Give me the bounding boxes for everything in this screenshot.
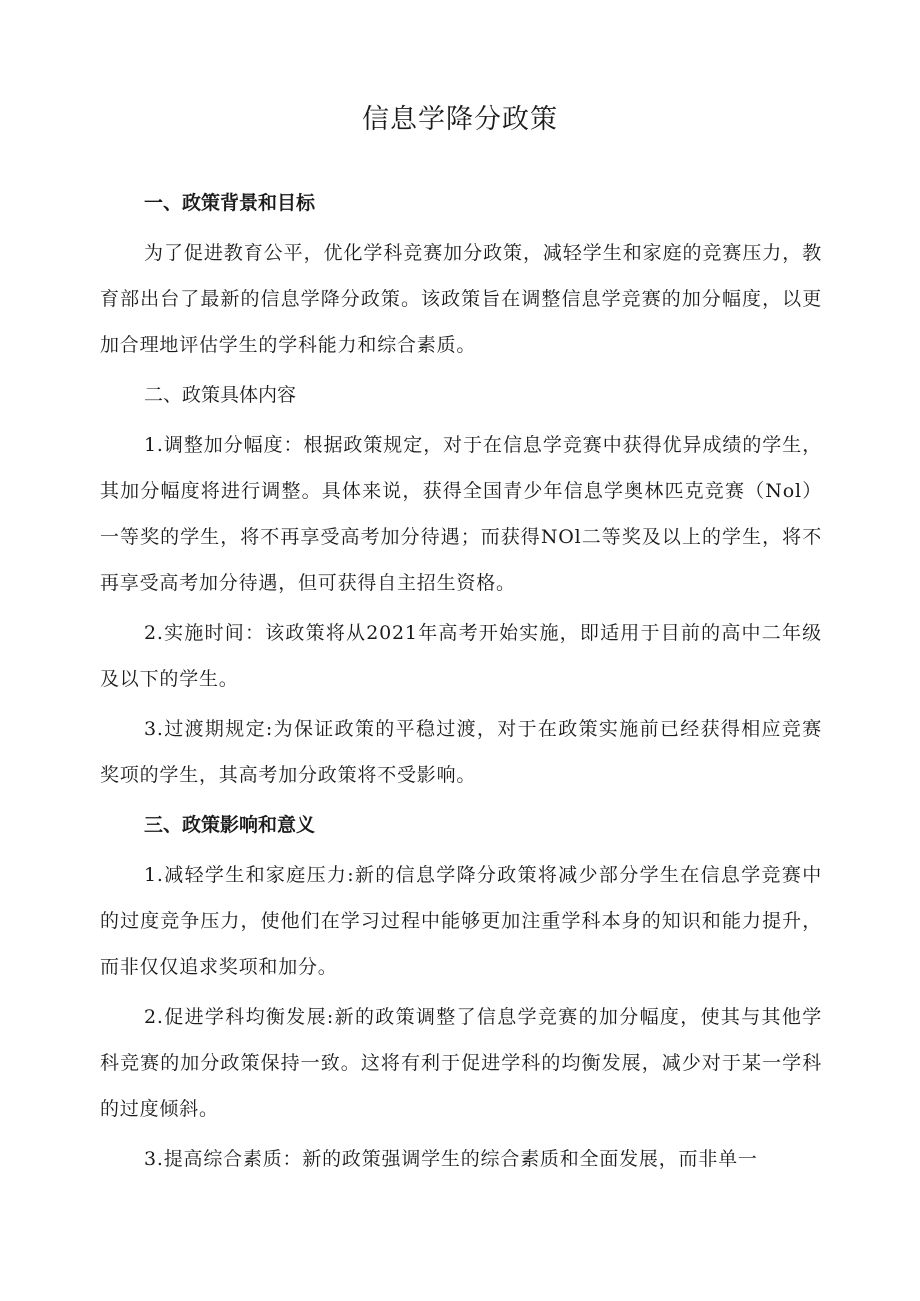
paragraph-overall-quality: 3.提高综合素质：新的政策强调学生的综合素质和全面发展，而非单一 bbox=[144, 1148, 758, 1170]
paragraph-transition-rules: 3.过渡期规定:为保证政策的平稳过渡，对于在政策实施前已经获得相应竞赛奖项的学生，其高考加分政策将不受影响。 bbox=[100, 718, 822, 786]
section-heading-content: 二、政策具体内容 bbox=[144, 384, 297, 406]
paragraph-implementation-time: 2.实施时间：该政策将从2021年高考开始实施，即适用于目前的高中二年级及以下的学生。 bbox=[100, 622, 822, 690]
paragraph-reduce-pressure: 1.减轻学生和家庭压力:新的信息学降分政策将减少部分学生在信息学竞赛中的过度竞争压力，使他们在学习过程中能够更加注重学科本身的知识和能力提升，而非仅仅追求奖项和加分。 bbox=[100, 864, 822, 978]
paragraph-balanced-development: 2.促进学科均衡发展:新的政策调整了信息学竞赛的加分幅度，使其与其他学科竞赛的加分政策保持一致。这将有利于促进学科的均衡发展，减少对于某一学科的过度倾斜。 bbox=[100, 1006, 822, 1120]
paragraph-background: 为了促进教育公平，优化学科竞赛加分政策，减轻学生和家庭的竞赛压力，教育部出台了最新的信息学降分政策。该政策旨在调整信息学竞赛的加分幅度，以更加合理地评估学生的学科能力和综合素质。 bbox=[100, 242, 822, 356]
paragraph-adjust-bonus: 1.调整加分幅度：根据政策规定，对于在信息学竞赛中获得优异成绩的学生，其加分幅度将进行调整。具体来说，获得全国青少年信息学奥林匹克竞赛（Nol）一等奖的学生，将不再享受高考加分待遇；而获得NOl二等奖及以上的学生，将不再享受高考加分待遇，但可获得自主招生资格。 bbox=[100, 434, 822, 594]
section-heading-background: 一、政策背景和目标 bbox=[144, 192, 316, 214]
document-title: 信息学降分政策 bbox=[362, 104, 558, 135]
document-body bbox=[100, 180, 822, 1186]
section-heading-impact: 三、政策影响和意义 bbox=[144, 814, 316, 836]
